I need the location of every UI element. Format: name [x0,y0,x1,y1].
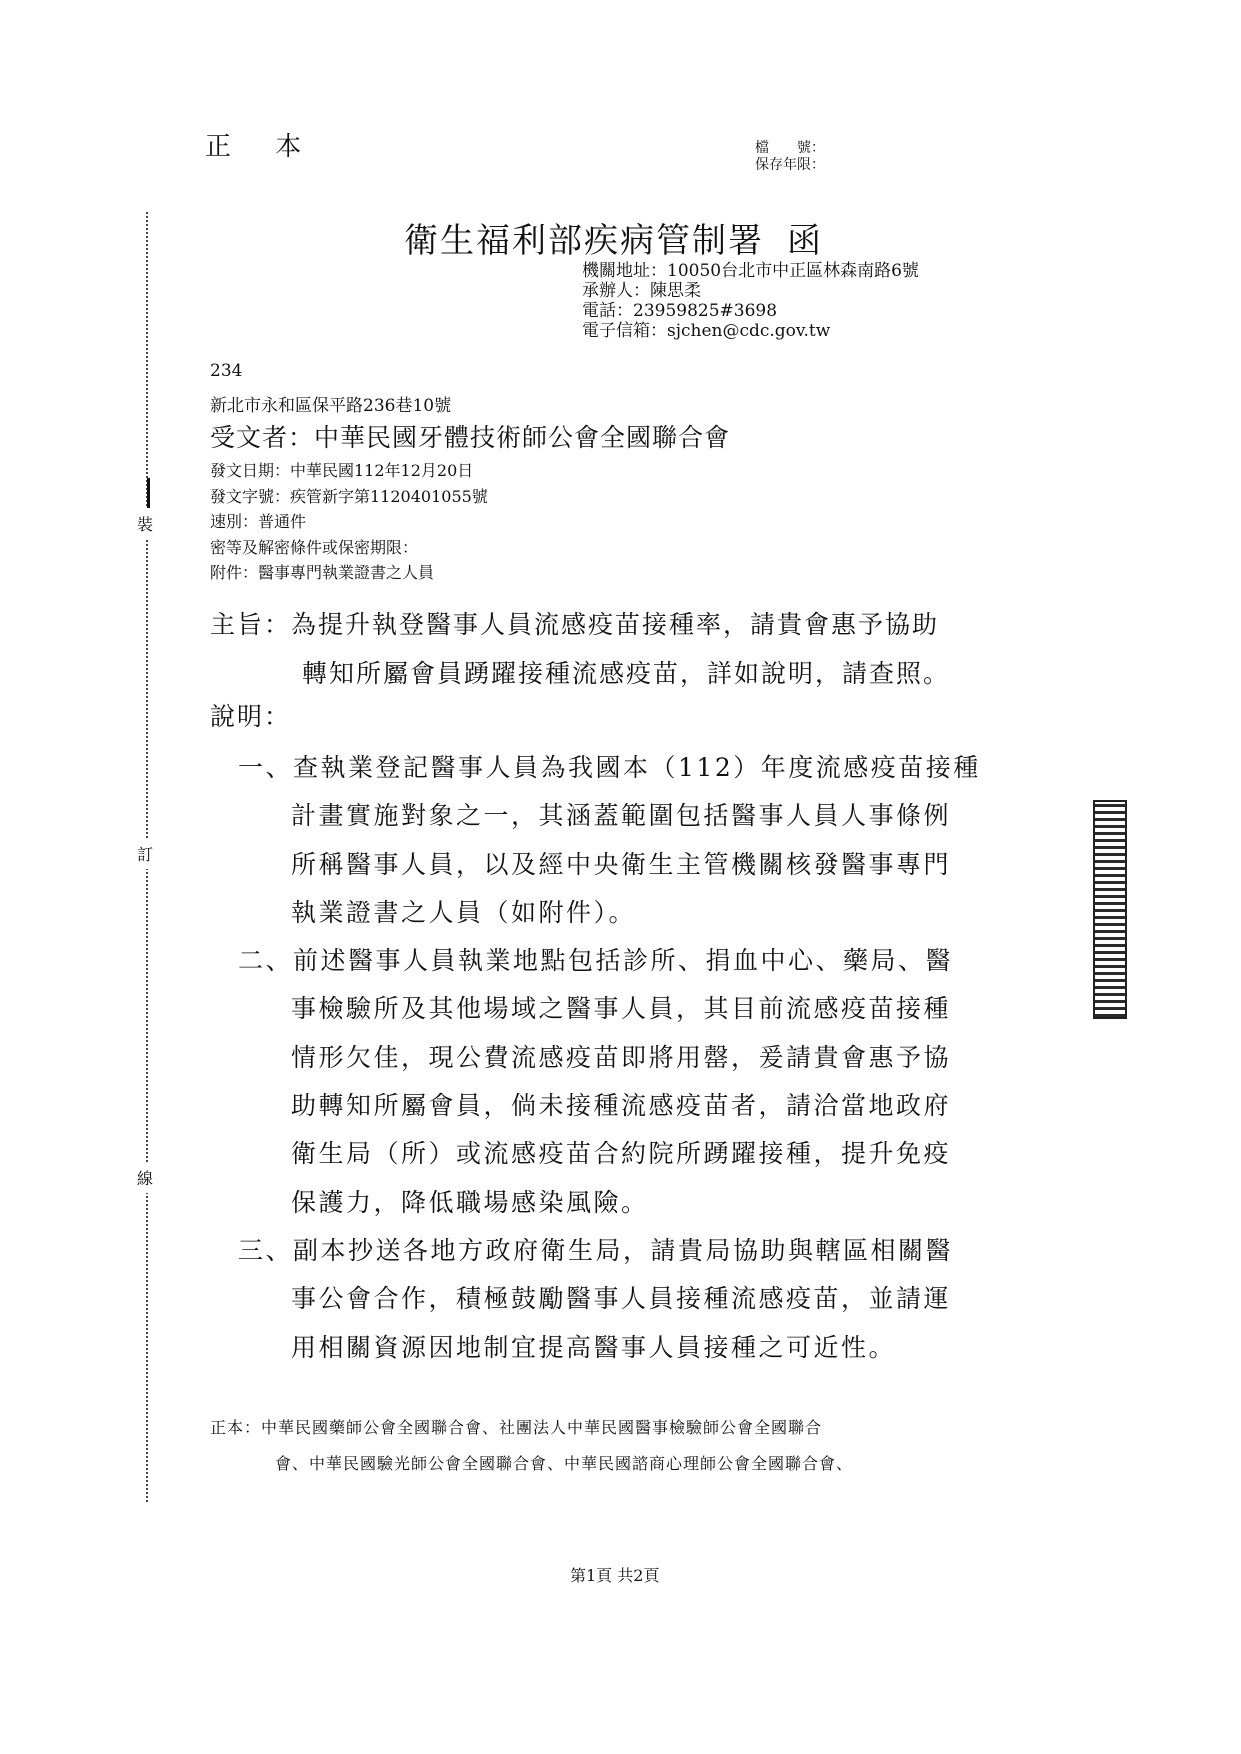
attachment: 附件：醫事專門執業證書之人員 [210,563,435,582]
seal-stamp [1093,800,1127,1019]
item-line: 一、查執業登記醫事人員為我國本（112）年度流感疫苗接種 [238,753,981,782]
explanation-items [238,744,981,1372]
delivery-speed: 速別：普通件 [210,512,307,531]
item-line: 三、副本抄送各地方政府衛生局，請貴局協助與轄區相關醫 [238,1235,954,1265]
carbon-copy-list [210,1410,853,1482]
item-line: 助轉知所屬會員，倘未接種流感疫苗者，請洽當地政府 [291,1091,952,1121]
issue-date: 發文日期：中華民國112年12月20日 [210,461,474,480]
subject-line: 轉知所屬會員踴躍接種流感疫苗，詳如說明，請查照。 [302,659,951,688]
agency-address: 機關地址：10050台北市中正區林森南路6號 [582,261,919,281]
subject [210,600,950,698]
document-fields [210,458,488,586]
subject-line: 主旨：為提升執登醫事人員流感疫苗接種率，請貴會惠予協助 [210,610,940,639]
item-line: 用相關資源因地制宜提高醫事人員接種之可近性。 [291,1332,897,1362]
item-line: 事公會合作，積極鼓勵醫事人員接種流感疫苗，並請運 [291,1284,952,1314]
handler-name: 承辦人：陳思柔 [582,281,701,301]
item-line: 保護力，降低職場感染風險。 [291,1187,649,1217]
item-line: 二、前述醫事人員執業地點包括診所、捐血中心、藥局、醫 [238,946,954,976]
file-meta [755,140,825,174]
recipient-address: 新北市永和區保平路236巷10號 [210,396,452,416]
item-line: 情形欠佳，現公費流感疫苗即將用罄，爰請貴會惠予協 [291,1042,952,1072]
item-line: 事檢驗所及其他場域之醫事人員，其目前流感疫苗接種 [291,994,952,1024]
item-line: 衛生局（所）或流感疫苗合約院所踴躍接種，提升免疫 [291,1139,952,1169]
page-number: 第1頁 共2頁 [570,1566,660,1585]
binding-char-middle: 訂 [137,838,153,869]
binding-char-top: 裝 [137,508,153,539]
cc-line: 正本：中華民國藥師公會全國聯合會、社團法人中華民國醫事檢驗師公會全國聯合 [210,1418,823,1437]
agency-contact-info [582,261,919,341]
document-number: 發文字號：疾管新字第1120401055號 [210,486,488,506]
original-copy-mark: 正 本 [205,132,320,162]
explanation-label: 說明： [210,702,292,731]
security-level: 密等及解密條件或保密期限： [210,537,419,557]
item-line: 執業證書之人員（如附件）。 [291,897,637,927]
agency-title: 衛生福利部疾病管制署 [404,221,764,261]
recipient: 受文者：中華民國牙體技術師公會全國聯合會 [210,423,731,452]
document-type: 函 [787,221,821,261]
binding-mark [147,478,150,512]
recipient-zip: 234 [210,361,243,381]
binding-char-bottom: 線 [137,1162,153,1193]
retention-period-label: 保存年限： [755,157,825,173]
cc-line: 會、中華民國驗光師公會全國聯合會、中華民國諮商心理師公會全國聯合會、 [275,1454,854,1473]
item-line: 計畫實施對象之一，其涵蓋範圍包括醫事人員人事條例 [291,801,952,831]
file-number-label: 檔 號： [755,140,825,156]
item-line: 所稱醫事人員，以及經中央衛生主管機關核發醫事專門 [291,849,952,879]
phone-number: 電話：23959825#3698 [582,301,778,321]
email-address: 電子信箱：sjchen@cdc.gov.tw [582,321,831,341]
